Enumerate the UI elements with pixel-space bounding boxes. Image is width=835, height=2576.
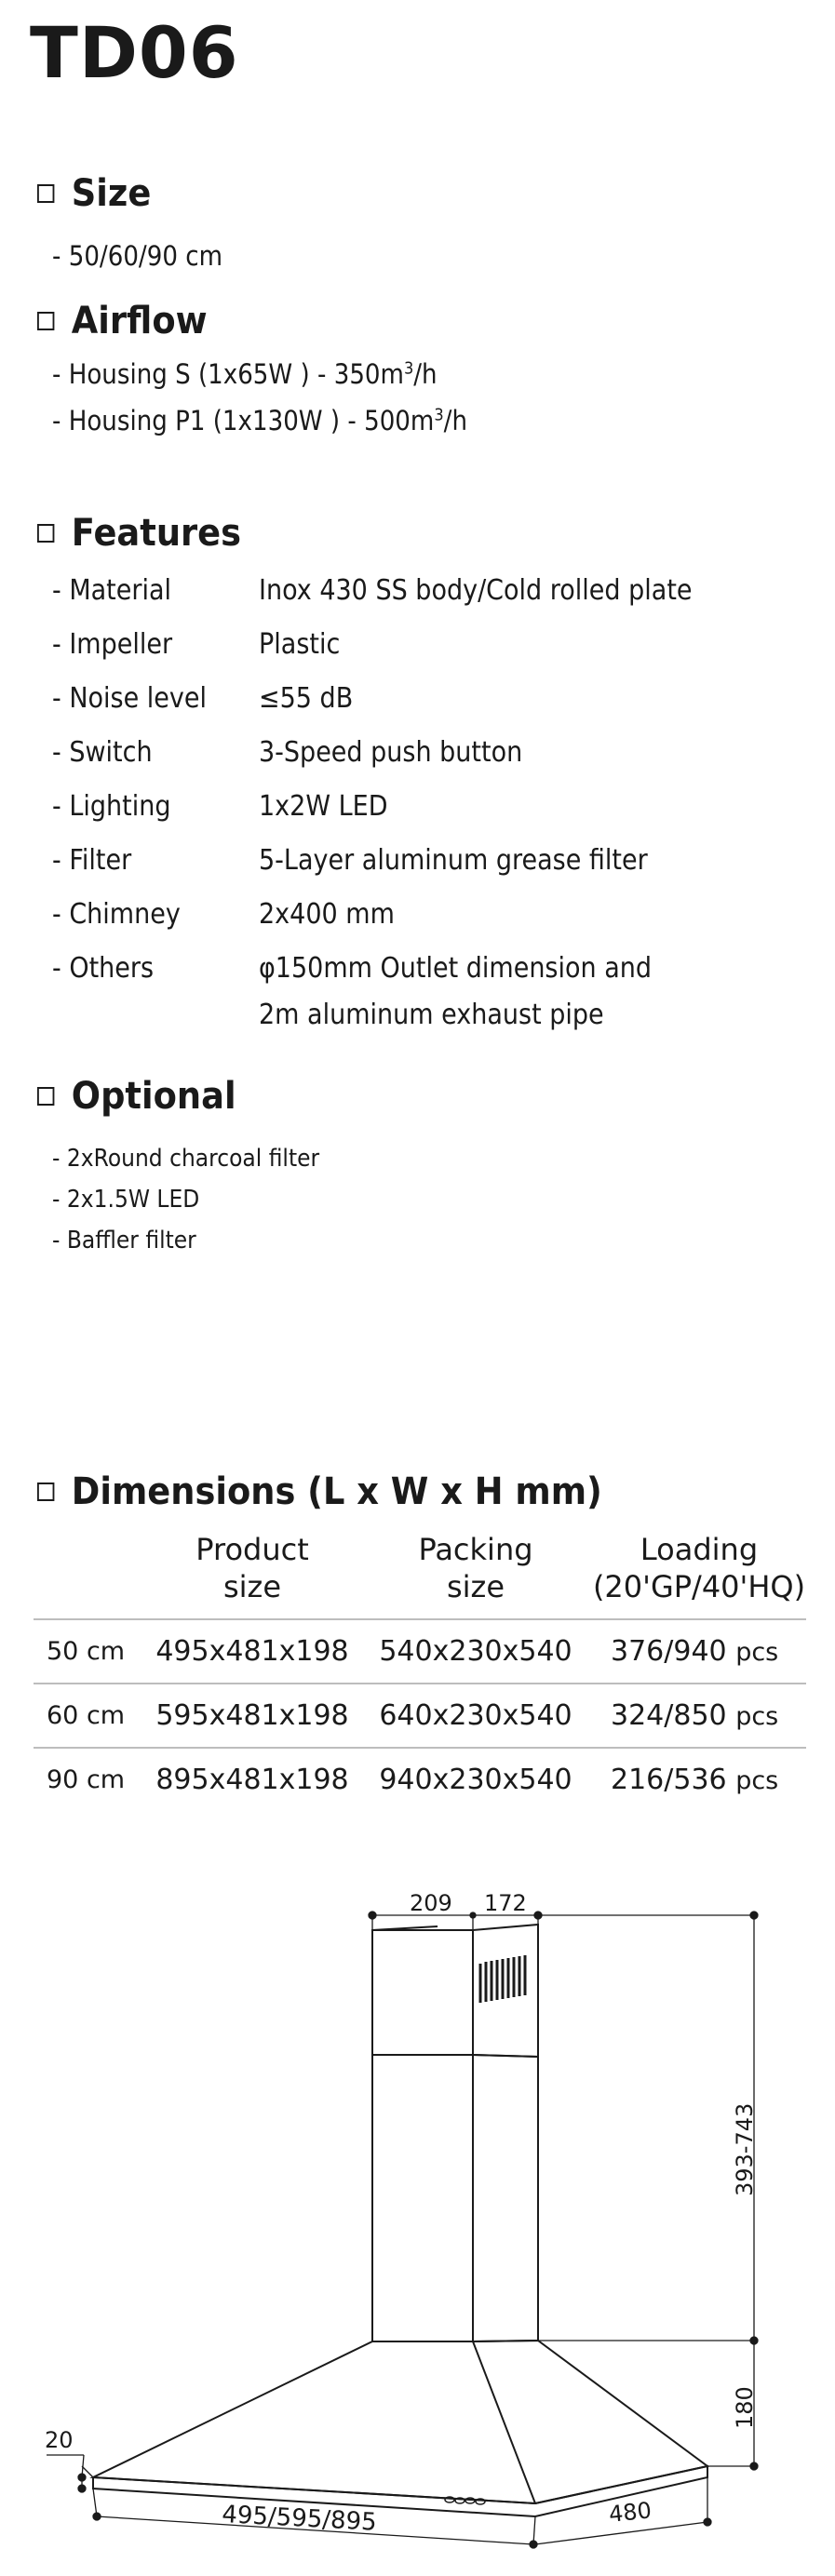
feature-value: 3-Speed push button: [259, 736, 523, 769]
airflow-line-1-sup: 3: [403, 358, 414, 379]
checkbox-icon: [37, 1483, 54, 1501]
size-line: - 50/60/90 cm: [52, 240, 223, 272]
dimensions-heading-text: Dimensions (L x W x H mm): [71, 1470, 602, 1513]
features-heading: [37, 512, 241, 555]
table-cell: 640x230x540: [359, 1684, 592, 1748]
feature-label: - Material: [52, 574, 172, 607]
dim-label-20: 20: [45, 2427, 74, 2453]
loading-unit: pcs: [735, 1702, 779, 1731]
optional-heading: [37, 1075, 236, 1118]
checkbox-icon: [37, 312, 54, 330]
canopy: [93, 2341, 707, 2503]
airflow-line-2-sup: 3: [434, 405, 444, 425]
dim-label-180: 180: [732, 2386, 758, 2429]
feature-label: - Chimney: [52, 898, 181, 931]
size-heading-text: Size: [71, 172, 152, 215]
loading-unit: pcs: [735, 1766, 779, 1795]
table-cell: 940x230x540: [359, 1748, 592, 1811]
feature-value: φ150mm Outlet dimension and: [259, 952, 653, 985]
optional-heading-text: Optional: [71, 1075, 236, 1118]
feature-value: Plastic: [259, 628, 341, 661]
header-line: Packing: [418, 1532, 533, 1567]
table-cell: [592, 1684, 806, 1748]
feature-label: - Filter: [52, 844, 132, 877]
vent-slots: [480, 1955, 525, 2003]
table-row: [34, 1619, 806, 1684]
feature-value: ≤55 dB: [259, 682, 354, 715]
table-cell: [592, 1619, 806, 1684]
header-line: Product: [195, 1532, 309, 1567]
feature-value: 5-Layer aluminum grease filter: [259, 844, 648, 877]
airflow-line-2-text: - Housing P1 (1x130W ) - 500m: [52, 405, 435, 436]
airflow-line-2-unit: /h: [443, 405, 467, 436]
optional-line: - Baffler filter: [52, 1227, 196, 1254]
dim-label-480: 480: [607, 2497, 653, 2528]
airflow-line-2: [52, 405, 467, 436]
checkbox-icon: [37, 1087, 54, 1106]
loading-unit: pcs: [735, 1638, 779, 1667]
product-title: TD06: [30, 11, 239, 94]
column-header: [359, 1531, 592, 1619]
table-cell: 540x230x540: [359, 1619, 592, 1684]
header-line: Loading: [640, 1532, 759, 1567]
feature-value: 2x400 mm: [259, 898, 395, 931]
table-cell: 495x481x198: [145, 1619, 359, 1684]
table-cell: 90 cm: [34, 1748, 145, 1811]
feature-label: - Lighting: [52, 790, 171, 823]
table-row: [34, 1748, 806, 1811]
dim-label-209: 209: [410, 1890, 452, 1916]
dim-label-172: 172: [484, 1890, 527, 1916]
dimensions-table: [34, 1531, 806, 1811]
dim-label-width: 495/595/895: [221, 2501, 378, 2537]
canopy-edge: [473, 2341, 535, 2503]
loading-qty: 216/536: [611, 1764, 727, 1796]
airflow-line-1-text: - Housing S (1x65W ) - 350m: [52, 358, 404, 390]
checkbox-icon: [37, 524, 54, 543]
optional-line: - 2xRound charcoal filter: [52, 1145, 320, 1173]
header-line: size: [446, 1569, 505, 1604]
airflow-heading: [37, 300, 208, 342]
airflow-line-1: [52, 358, 438, 390]
table-cell: [592, 1748, 806, 1811]
dimensions-heading: [37, 1470, 602, 1513]
feature-label: - Impeller: [52, 628, 173, 661]
features-heading-text: Features: [71, 512, 242, 555]
dim-label-height: 393-743: [732, 2102, 758, 2196]
loading-qty: 324/850: [611, 1699, 727, 1732]
hood-dimension-drawing: [0, 1871, 835, 2576]
feature-value: 1x2W LED: [259, 790, 388, 823]
feature-label: - Noise level: [52, 682, 208, 715]
table-cell: 895x481x198: [145, 1748, 359, 1811]
chimney-lower: [372, 2055, 538, 2341]
size-heading: [37, 172, 151, 215]
table-cell: 60 cm: [34, 1684, 145, 1748]
header-line: size: [222, 1569, 282, 1604]
header-line: (20'GP/40'HQ): [592, 1569, 806, 1604]
checkbox-icon: [37, 184, 54, 203]
column-header: [592, 1531, 806, 1619]
feature-value: Inox 430 SS body/Cold rolled plate: [259, 574, 693, 607]
feature-label: - Switch: [52, 736, 153, 769]
airflow-heading-text: Airflow: [71, 300, 208, 342]
loading-qty: 376/940: [611, 1635, 727, 1668]
feature-value-continued: 2m aluminum exhaust pipe: [259, 999, 604, 1031]
dimension-lines: [47, 1912, 758, 2548]
table-cell: 595x481x198: [145, 1684, 359, 1748]
column-header: [145, 1531, 359, 1619]
table-cell: 50 cm: [34, 1619, 145, 1684]
table-row: [34, 1684, 806, 1748]
column-header: [34, 1531, 145, 1619]
feature-label: - Others: [52, 952, 155, 985]
table-header-row: [34, 1531, 806, 1619]
airflow-line-1-unit: /h: [413, 358, 438, 390]
optional-line: - 2x1.5W LED: [52, 1186, 200, 1214]
